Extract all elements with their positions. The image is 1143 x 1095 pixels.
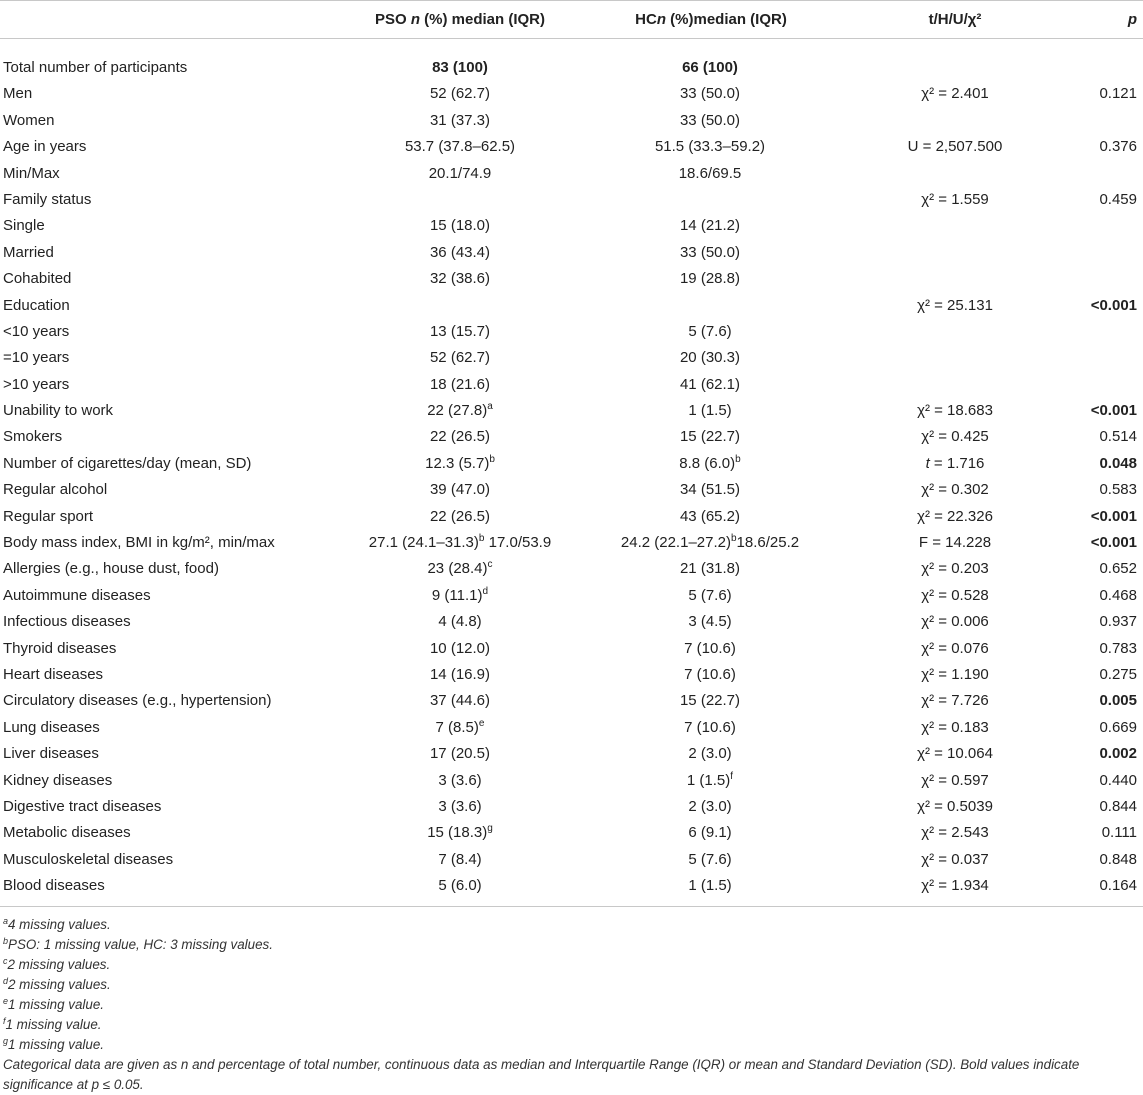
pso-value-text: 18 (21.6) bbox=[429, 375, 491, 393]
footnote bbox=[0, 955, 1143, 975]
pso-value-text: 39 (47.0) bbox=[429, 481, 491, 499]
pso-value bbox=[360, 134, 560, 160]
hc-value-text: 33 (50.0) bbox=[679, 243, 741, 261]
pso-value-text: 22 (27.8) bbox=[427, 402, 488, 420]
hc-value bbox=[610, 504, 810, 530]
table-row bbox=[0, 636, 1143, 662]
test-statistic bbox=[875, 609, 1035, 635]
hc-value bbox=[610, 240, 810, 266]
test-statistic bbox=[875, 636, 1035, 662]
hc-value-text: 7 (10.6) bbox=[684, 718, 736, 736]
pso-value bbox=[360, 477, 560, 503]
test-statistic-text: F = 14.228 bbox=[918, 534, 992, 552]
p-value: 0.048 bbox=[1099, 454, 1137, 472]
pso-value bbox=[360, 451, 560, 477]
pso-value-text: 9 (11.1) bbox=[431, 586, 483, 604]
test-statistic bbox=[875, 81, 1035, 107]
hc-value-text: 41 (62.1) bbox=[679, 375, 741, 393]
pso-value bbox=[360, 662, 560, 688]
table-row bbox=[0, 609, 1143, 635]
test-statistic-text: χ² = 2.401 bbox=[921, 85, 989, 103]
p-value: <0.001 bbox=[1090, 534, 1137, 552]
table-row bbox=[0, 820, 1143, 846]
pso-value bbox=[360, 504, 560, 530]
pso-value-text: 36 (43.4) bbox=[429, 243, 491, 261]
hc-value bbox=[610, 688, 810, 714]
table-row bbox=[0, 477, 1143, 503]
footnote bbox=[0, 975, 1143, 995]
test-statistic bbox=[875, 662, 1035, 688]
hc-value bbox=[610, 319, 810, 345]
table-row bbox=[0, 398, 1143, 424]
pso-value bbox=[360, 530, 560, 556]
table-row bbox=[0, 213, 1143, 239]
pso-value bbox=[360, 398, 560, 424]
row-label: Metabolic diseases bbox=[3, 824, 131, 842]
table-row bbox=[0, 293, 1143, 319]
pso-value-text: 7 (8.5) bbox=[435, 718, 479, 736]
hc-value-text: 15 (22.7) bbox=[679, 692, 741, 710]
footnote-mark: c bbox=[487, 559, 493, 571]
hc-value-text: 2 (3.0) bbox=[688, 797, 732, 815]
pso-value-text: 83 (100) bbox=[432, 59, 488, 76]
footnote-mark: a bbox=[3, 915, 9, 926]
pso-value bbox=[360, 583, 560, 609]
test-statistic bbox=[875, 398, 1035, 424]
hc-value-text: 5 (7.6) bbox=[688, 322, 732, 340]
p-value: 0.652 bbox=[1099, 560, 1137, 578]
test-statistic-text: χ² = 0.302 bbox=[921, 481, 989, 499]
p-value: 0.468 bbox=[1099, 586, 1137, 604]
footnote bbox=[0, 995, 1143, 1015]
p-value: 0.848 bbox=[1099, 850, 1137, 868]
hc-value-text: 51.5 (33.3–59.2) bbox=[654, 138, 766, 156]
pso-value bbox=[360, 847, 560, 873]
hc-value bbox=[610, 451, 810, 477]
pso-value-text: 37 (44.6) bbox=[429, 692, 491, 710]
hc-value-text: 5 (7.6) bbox=[688, 850, 732, 868]
pso-value bbox=[360, 266, 560, 292]
footnote-mark: g bbox=[487, 823, 493, 835]
hc-value-text: 8.8 (6.0) bbox=[679, 454, 736, 472]
hc-value bbox=[610, 794, 810, 820]
table-row bbox=[0, 741, 1143, 767]
footnote-mark: d bbox=[482, 585, 489, 597]
test-statistic-text: χ² = 0.183 bbox=[921, 718, 989, 736]
hc-value-text: 6 (9.1) bbox=[688, 824, 732, 842]
test-statistic bbox=[875, 688, 1035, 714]
row-label: Thyroid diseases bbox=[3, 639, 117, 657]
pso-value-text: 22 (26.5) bbox=[429, 507, 491, 525]
pso-value bbox=[360, 372, 560, 398]
hc-value bbox=[610, 372, 810, 398]
row-label: Autoimmune diseases bbox=[3, 586, 151, 604]
pso-value bbox=[360, 161, 560, 187]
row-label: Allergies (e.g., house dust, food) bbox=[3, 560, 219, 578]
table-row bbox=[0, 847, 1143, 873]
table-row bbox=[0, 556, 1143, 582]
hc-value-text: 1 (1.5) bbox=[688, 877, 732, 895]
row-label: <10 years bbox=[3, 322, 70, 340]
hc-value-text: 34 (51.5) bbox=[679, 481, 741, 499]
table-row bbox=[0, 240, 1143, 266]
pso-value bbox=[360, 768, 560, 794]
pso-value-text: 15 (18.0) bbox=[429, 217, 491, 235]
test-statistic-text: χ² = 0.006 bbox=[921, 613, 989, 631]
table-row bbox=[0, 372, 1143, 398]
footnote-mark: f bbox=[3, 1015, 6, 1026]
test-statistic-text: χ² = 0.597 bbox=[921, 771, 989, 789]
test-statistic bbox=[875, 451, 1035, 477]
table-row bbox=[0, 768, 1143, 794]
pso-value-text: 32 (38.6) bbox=[429, 270, 491, 288]
p-value: 0.002 bbox=[1099, 745, 1137, 763]
hc-value-text: 18.6/69.5 bbox=[678, 164, 742, 182]
hc-value-text: 21 (31.8) bbox=[679, 560, 741, 578]
test-statistic-text: χ² = 0.203 bbox=[921, 560, 989, 578]
footnote-mark: b bbox=[478, 533, 485, 545]
row-label: Cohabited bbox=[3, 270, 72, 288]
hc-value-text: 66 (100) bbox=[682, 59, 738, 76]
pso-value bbox=[360, 609, 560, 635]
test-statistic bbox=[875, 187, 1035, 213]
hc-value-text: 33 (50.0) bbox=[679, 85, 741, 103]
hc-value bbox=[610, 636, 810, 662]
table-row bbox=[0, 662, 1143, 688]
pso-value-text: 27.1 (24.1–31.3) bbox=[368, 534, 479, 552]
table-row bbox=[0, 134, 1143, 160]
pso-value-text: 5 (6.0) bbox=[438, 877, 482, 895]
p-value: 0.459 bbox=[1099, 190, 1137, 208]
pso-value-text: 52 (62.7) bbox=[429, 349, 491, 367]
test-statistic-text: χ² = 0.037 bbox=[921, 850, 989, 868]
hc-value bbox=[610, 768, 810, 794]
table-row bbox=[0, 504, 1143, 530]
pso-value bbox=[360, 820, 560, 846]
pso-value bbox=[360, 873, 560, 899]
row-label: Regular alcohol bbox=[3, 481, 108, 499]
pso-value bbox=[360, 345, 560, 371]
pso-value-text: 20.1/74.9 bbox=[428, 164, 492, 182]
test-statistic bbox=[875, 820, 1035, 846]
pso-value-minmax: 17.0/53.9 bbox=[484, 534, 552, 552]
row-label: Unability to work bbox=[3, 402, 114, 420]
test-statistic-text: χ² = 0.528 bbox=[921, 586, 989, 604]
row-label: Family status bbox=[3, 190, 92, 208]
table-header bbox=[0, 0, 1143, 39]
pso-value-text: 7 (8.4) bbox=[438, 850, 482, 868]
hc-value-text: 1 (1.5) bbox=[686, 771, 731, 789]
hc-value-text: 24.2 (22.1–27.2) bbox=[620, 534, 731, 552]
hc-value-text: 7 (10.6) bbox=[684, 639, 736, 657]
p-value: <0.001 bbox=[1090, 507, 1137, 525]
footnote-mark: b bbox=[735, 453, 741, 465]
footnote-mark: d bbox=[3, 975, 9, 986]
row-label: Education bbox=[3, 296, 70, 314]
row-label: >10 years bbox=[3, 375, 70, 393]
table-row bbox=[0, 266, 1143, 292]
p-value: 0.005 bbox=[1099, 692, 1137, 710]
pso-value bbox=[360, 741, 560, 767]
hc-value bbox=[610, 477, 810, 503]
footnote-text: 1 missing value. bbox=[8, 996, 105, 1012]
pso-value-text: 22 (26.5) bbox=[429, 428, 491, 446]
row-label: Heart diseases bbox=[3, 665, 104, 683]
footnote-text: 1 missing value. bbox=[8, 1036, 105, 1052]
hc-value bbox=[610, 345, 810, 371]
test-statistic-text: χ² = 10.064 bbox=[917, 745, 993, 763]
table-caption: Categorical data are given as n and percentage of total number, continuous data as median and Interquartile Range (IQR) or mean and Standard Deviation (SD). Bold values indicate significance at p ≤ 0.05. bbox=[3, 1056, 1080, 1092]
p-value: 0.111 bbox=[1101, 824, 1137, 842]
table-row bbox=[0, 873, 1143, 899]
test-statistic-symbol: t bbox=[925, 454, 930, 472]
hc-value-text: 15 (22.7) bbox=[679, 428, 741, 446]
test-statistic bbox=[875, 873, 1035, 899]
p-value: <0.001 bbox=[1090, 296, 1137, 314]
row-label: =10 years bbox=[3, 349, 70, 367]
hc-value-text: 19 (28.8) bbox=[679, 270, 741, 288]
hc-value-text: 20 (30.3) bbox=[679, 349, 741, 367]
hc-value-text: 3 (4.5) bbox=[688, 613, 732, 631]
p-value: <0.001 bbox=[1090, 402, 1137, 420]
hc-value-text: 2 (3.0) bbox=[688, 745, 732, 763]
test-statistic bbox=[875, 530, 1035, 556]
row-label: Smokers bbox=[3, 428, 63, 446]
pso-value-text: 3 (3.6) bbox=[438, 771, 482, 789]
header-statistic: t/H/U/χ² bbox=[928, 11, 982, 28]
footnote-mark: a bbox=[487, 401, 493, 413]
pso-value bbox=[360, 55, 560, 81]
row-label: Circulatory diseases (e.g., hypertension) bbox=[3, 692, 272, 710]
footnote-text: 4 missing values. bbox=[8, 916, 111, 932]
row-label: Single bbox=[3, 217, 45, 235]
hc-value-text: 5 (7.6) bbox=[688, 586, 732, 604]
table-row bbox=[0, 530, 1143, 556]
row-label: Men bbox=[3, 85, 33, 103]
hc-value bbox=[610, 715, 810, 741]
table-row bbox=[0, 187, 1143, 213]
footnote-mark: b bbox=[730, 533, 737, 545]
row-label: Liver diseases bbox=[3, 745, 99, 763]
hc-value bbox=[610, 609, 810, 635]
test-statistic bbox=[875, 477, 1035, 503]
p-value: 0.669 bbox=[1099, 718, 1137, 736]
row-label: Total number of participants bbox=[3, 59, 188, 76]
hc-value-text: 43 (65.2) bbox=[679, 507, 741, 525]
test-statistic bbox=[875, 768, 1035, 794]
hc-value bbox=[610, 81, 810, 107]
pso-value-text: 15 (18.3) bbox=[427, 824, 488, 842]
table-row bbox=[0, 424, 1143, 450]
row-label: Kidney diseases bbox=[3, 771, 113, 789]
test-statistic-text: χ² = 1.934 bbox=[921, 877, 989, 895]
row-label: Age in years bbox=[3, 138, 87, 156]
pso-value-text: 17 (20.5) bbox=[429, 745, 491, 763]
test-statistic-text: χ² = 25.131 bbox=[917, 296, 993, 314]
test-statistic bbox=[875, 741, 1035, 767]
header-hc: HCn (%)median (IQR) bbox=[635, 11, 787, 28]
test-statistic-text: χ² = 7.726 bbox=[921, 692, 989, 710]
pso-value-text: 3 (3.6) bbox=[438, 797, 482, 815]
footnote-mark: b bbox=[489, 453, 495, 465]
footnote bbox=[0, 1015, 1143, 1035]
hc-value bbox=[610, 847, 810, 873]
pso-value-text: 10 (12.0) bbox=[429, 639, 491, 657]
pso-value bbox=[360, 108, 560, 134]
row-label: Musculoskeletal diseases bbox=[3, 850, 174, 868]
hc-value bbox=[610, 213, 810, 239]
pso-value bbox=[360, 213, 560, 239]
footnote-text: 2 missing values. bbox=[7, 956, 111, 972]
pso-value bbox=[360, 81, 560, 107]
test-statistic-text: χ² = 0.425 bbox=[921, 428, 989, 446]
test-statistic-text: χ² = 0.076 bbox=[921, 639, 989, 657]
hc-value bbox=[610, 530, 810, 556]
test-statistic-text: χ² = 0.5039 bbox=[917, 797, 993, 815]
pso-value bbox=[360, 240, 560, 266]
p-value: 0.275 bbox=[1099, 665, 1137, 683]
footnote-text: 1 missing value. bbox=[5, 1016, 102, 1032]
pso-value-text: 52 (62.7) bbox=[429, 85, 491, 103]
hc-value-text: 33 (50.0) bbox=[679, 111, 741, 129]
pso-value bbox=[360, 556, 560, 582]
table-row bbox=[0, 108, 1143, 134]
pso-value-text: 4 (4.8) bbox=[438, 613, 482, 631]
test-statistic-text: χ² = 1.190 bbox=[921, 665, 989, 683]
hc-value bbox=[610, 820, 810, 846]
p-value: 0.514 bbox=[1099, 428, 1137, 446]
footnote-mark: g bbox=[3, 1035, 9, 1046]
test-statistic bbox=[875, 556, 1035, 582]
table-row bbox=[0, 451, 1143, 477]
hc-value bbox=[610, 662, 810, 688]
header-p-value: p bbox=[1127, 11, 1137, 28]
table-row bbox=[0, 319, 1143, 345]
footnote bbox=[0, 1035, 1143, 1055]
pso-value bbox=[360, 794, 560, 820]
test-statistic bbox=[875, 293, 1035, 319]
test-statistic bbox=[875, 424, 1035, 450]
p-value: 0.440 bbox=[1099, 771, 1137, 789]
pso-value bbox=[360, 636, 560, 662]
hc-value bbox=[610, 398, 810, 424]
footnote-mark: e bbox=[478, 717, 485, 729]
hc-value-text: 14 (21.2) bbox=[679, 217, 741, 235]
footnote bbox=[0, 915, 1143, 935]
table-row bbox=[0, 715, 1143, 741]
hc-value bbox=[610, 55, 810, 81]
hc-value bbox=[610, 873, 810, 899]
row-label: Women bbox=[3, 111, 55, 129]
test-statistic-text: U = 2,507.500 bbox=[907, 138, 1003, 156]
test-statistic-text: χ² = 18.683 bbox=[917, 402, 993, 420]
test-statistic bbox=[875, 847, 1035, 873]
row-label: Number of cigarettes/day (mean, SD) bbox=[3, 454, 252, 472]
pso-value-text: 14 (16.9) bbox=[429, 665, 491, 683]
row-label: Body mass index, BMI in kg/m², min/max bbox=[3, 534, 275, 552]
row-label: Blood diseases bbox=[3, 877, 105, 895]
pso-value bbox=[360, 319, 560, 345]
header-pso: PSO n (%) median (IQR) bbox=[374, 11, 546, 28]
hc-value bbox=[610, 161, 810, 187]
pso-value bbox=[360, 424, 560, 450]
table-row bbox=[0, 55, 1143, 81]
pso-value bbox=[360, 688, 560, 714]
table-body bbox=[0, 39, 1143, 907]
test-statistic-text: χ² = 2.543 bbox=[921, 824, 989, 842]
footnote-text: PSO: 1 missing value, HC: 3 missing values. bbox=[8, 936, 273, 952]
p-value: 0.121 bbox=[1099, 85, 1137, 103]
p-value: 0.164 bbox=[1099, 877, 1137, 895]
row-label: Regular sport bbox=[3, 507, 94, 525]
footnote-mark: f bbox=[730, 770, 734, 782]
hc-value bbox=[610, 556, 810, 582]
pso-value-text: 12.3 (5.7) bbox=[425, 454, 490, 472]
hc-value bbox=[610, 583, 810, 609]
hc-value-minmax: 18.6/25.2 bbox=[736, 534, 800, 552]
pso-value-text: 13 (15.7) bbox=[429, 322, 491, 340]
table-row bbox=[0, 583, 1143, 609]
hc-value bbox=[610, 424, 810, 450]
hc-value bbox=[610, 134, 810, 160]
table-row bbox=[0, 688, 1143, 714]
hc-value bbox=[610, 108, 810, 134]
hc-value-text: 7 (10.6) bbox=[684, 665, 736, 683]
table-row bbox=[0, 345, 1143, 371]
footnote-text: 2 missing values. bbox=[8, 976, 111, 992]
row-label: Lung diseases bbox=[3, 718, 100, 736]
pso-value bbox=[360, 715, 560, 741]
row-label: Min/Max bbox=[3, 164, 60, 182]
hc-value-text: 1 (1.5) bbox=[688, 402, 732, 420]
p-value: 0.937 bbox=[1099, 613, 1137, 631]
pso-value-text: 23 (28.4) bbox=[427, 560, 488, 578]
test-statistic bbox=[875, 715, 1035, 741]
p-value: 0.844 bbox=[1099, 797, 1137, 815]
test-statistic bbox=[875, 134, 1035, 160]
test-statistic bbox=[875, 583, 1035, 609]
table-row bbox=[0, 794, 1143, 820]
test-statistic-text: χ² = 1.559 bbox=[921, 190, 989, 208]
test-statistic-text: χ² = 22.326 bbox=[917, 507, 993, 525]
test-statistic-text: = 1.716 bbox=[929, 454, 985, 472]
hc-value bbox=[610, 741, 810, 767]
hc-value bbox=[610, 266, 810, 292]
footnote-mark: b bbox=[3, 935, 9, 946]
footnote-mark: c bbox=[3, 955, 8, 966]
table-row bbox=[0, 161, 1143, 187]
footnote-mark: e bbox=[3, 995, 9, 1006]
p-value: 0.583 bbox=[1099, 481, 1137, 499]
table-row bbox=[0, 81, 1143, 107]
row-label: Married bbox=[3, 243, 54, 261]
row-label: Digestive tract diseases bbox=[3, 797, 162, 815]
pso-value-text: 53.7 (37.8–62.5) bbox=[404, 138, 516, 156]
row-label: Infectious diseases bbox=[3, 613, 131, 631]
footnote bbox=[0, 935, 1143, 955]
p-value: 0.783 bbox=[1099, 639, 1137, 657]
test-statistic bbox=[875, 504, 1035, 530]
table-footnotes bbox=[0, 907, 1143, 1095]
pso-value-text: 31 (37.3) bbox=[429, 111, 491, 129]
test-statistic bbox=[875, 794, 1035, 820]
p-value: 0.376 bbox=[1099, 138, 1137, 156]
